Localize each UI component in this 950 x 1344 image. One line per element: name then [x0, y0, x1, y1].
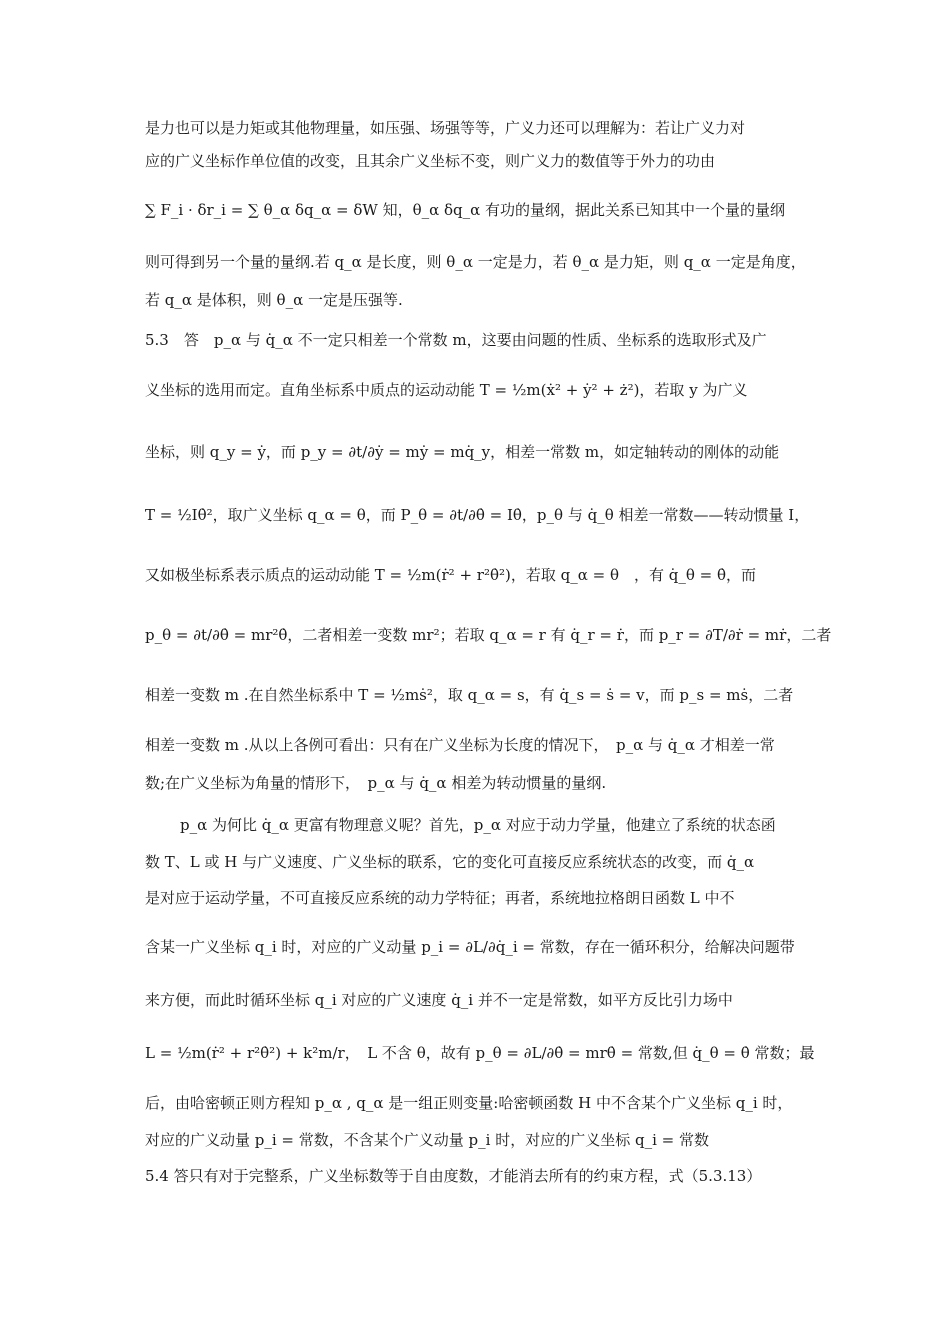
equation-line: 含某一广义坐标 q_i 时，对应的广义动量 p_i = ∂L/∂q̇_i = 常数，存在一循环积分，给解决问题带: [145, 938, 795, 956]
text-line: 后，由哈密顿正则方程知 p_α , q_α 是一组正则变量:哈密顿函数 H 中不含某个广义坐标 q_i 时，: [145, 1094, 793, 1112]
equation-line: T = ½Iθ̇²，取广义坐标 q_α = θ，而 P_θ = ∂t/∂θ̇ = Iθ̇，p_θ 与 q̇_θ 相差一常数——转动惯量 I，: [145, 506, 810, 524]
text-line: 是力也可以是力矩或其他物理量，如压强、场强等等，广义力还可以理解为：若让广义力对: [145, 119, 746, 137]
equation-line: L = ½m(ṙ² + r²θ̇²) + k²m/r， L 不含 θ，故有 p_θ = ∂L/∂θ̇ = mrθ̇ = 常数,但 q̇_θ = θ̇ 常数；最: [145, 1044, 815, 1062]
text-line: 数 T、L 或 H 与广义速度、广义坐标的联系，它的变化可直接反应系统状态的改变，而 q̇_α: [145, 853, 755, 871]
text-line: 相差一变数 m .从以上各例可看出：只有在广义坐标为长度的情况下， p_α 与 q̇_α 才相差一常: [145, 736, 775, 754]
text-line: 应的广义坐标作单位值的改变，且其余广义坐标不变，则广义力的数值等于外力的功由: [145, 152, 716, 170]
equation-line: 相差一变数 m .在自然坐标系中 T = ½mṡ²，取 q_α = s，有 q̇_s = ṡ = v，而 p_s = mṡ，二者: [145, 686, 794, 704]
text-line: 是对应于运动学量，不可直接反应系统的动力学特征；再者，系统地拉格朗日函数 L 中不: [145, 889, 735, 907]
text-line: p_α 为何比 q̇_α 更富有物理意义呢？首先，p_α 对应于动力学量，他建立了系统的状态函: [180, 816, 776, 834]
text-line: 对应的广义动量 p_i = 常数，不含某个广义动量 p_i 时，对应的广义坐标 q_i = 常数: [145, 1131, 709, 1149]
text-line: 数;在广义坐标为角量的情形下， p_α 与 q̇_α 相差为转动惯量的量纲.: [145, 774, 607, 792]
text-line: 来方便，而此时循环坐标 q_i 对应的广义速度 q̇_i 并不一定是常数，如平方反比引力场中: [145, 991, 733, 1009]
section-heading-5-3: 5.3 答 p_α 与 q̇_α 不一定只相差一个常数 m，这要由问题的性质、坐标系的选取形式及广: [145, 331, 767, 349]
text-line: 若 q_α 是体积，则 θ_α 一定是压强等.: [145, 291, 403, 309]
equation-line: ∑ F_i · δr_i = ∑ θ_α δq_α = δW 知，θ_α δq_α 有功的量纲，据此关系已知其中一个量的量纲: [145, 201, 786, 219]
text-line: 则可得到另一个量的量纲.若 q_α 是长度，则 θ_α 一定是力，若 θ_α 是力矩，则 q_α 一定是角度，: [145, 253, 806, 271]
equation-line: 又如极坐标系表示质点的运动动能 T = ½m(ṙ² + r²θ̇²)，若取 q_α = θ ，有 q̇_θ = θ̇，而: [145, 566, 757, 584]
equation-line: p_θ = ∂t/∂θ̇ = mr²θ̇，二者相差一变数 mr²；若取 q_α = r 有 q̇_r = ṙ，而 p_r = ∂T/∂ṙ = mṙ，二者: [145, 626, 832, 644]
equation-line: 坐标，则 q_y = ẏ，而 p_y = ∂t/∂ẏ = mẏ = mq̇_y，相差一常数 m，如定轴转动的刚体的动能: [145, 443, 780, 461]
equation-line: 义坐标的选用而定。直角坐标系中质点的运动动能 T = ½m(ẋ² + ẏ² + ż²)，若取 y 为广义: [145, 381, 748, 399]
section-heading-5-4: 5.4 答只有对于完整系，广义坐标数等于自由度数，才能消去所有的约束方程，式（5.3.13）: [145, 1167, 762, 1185]
